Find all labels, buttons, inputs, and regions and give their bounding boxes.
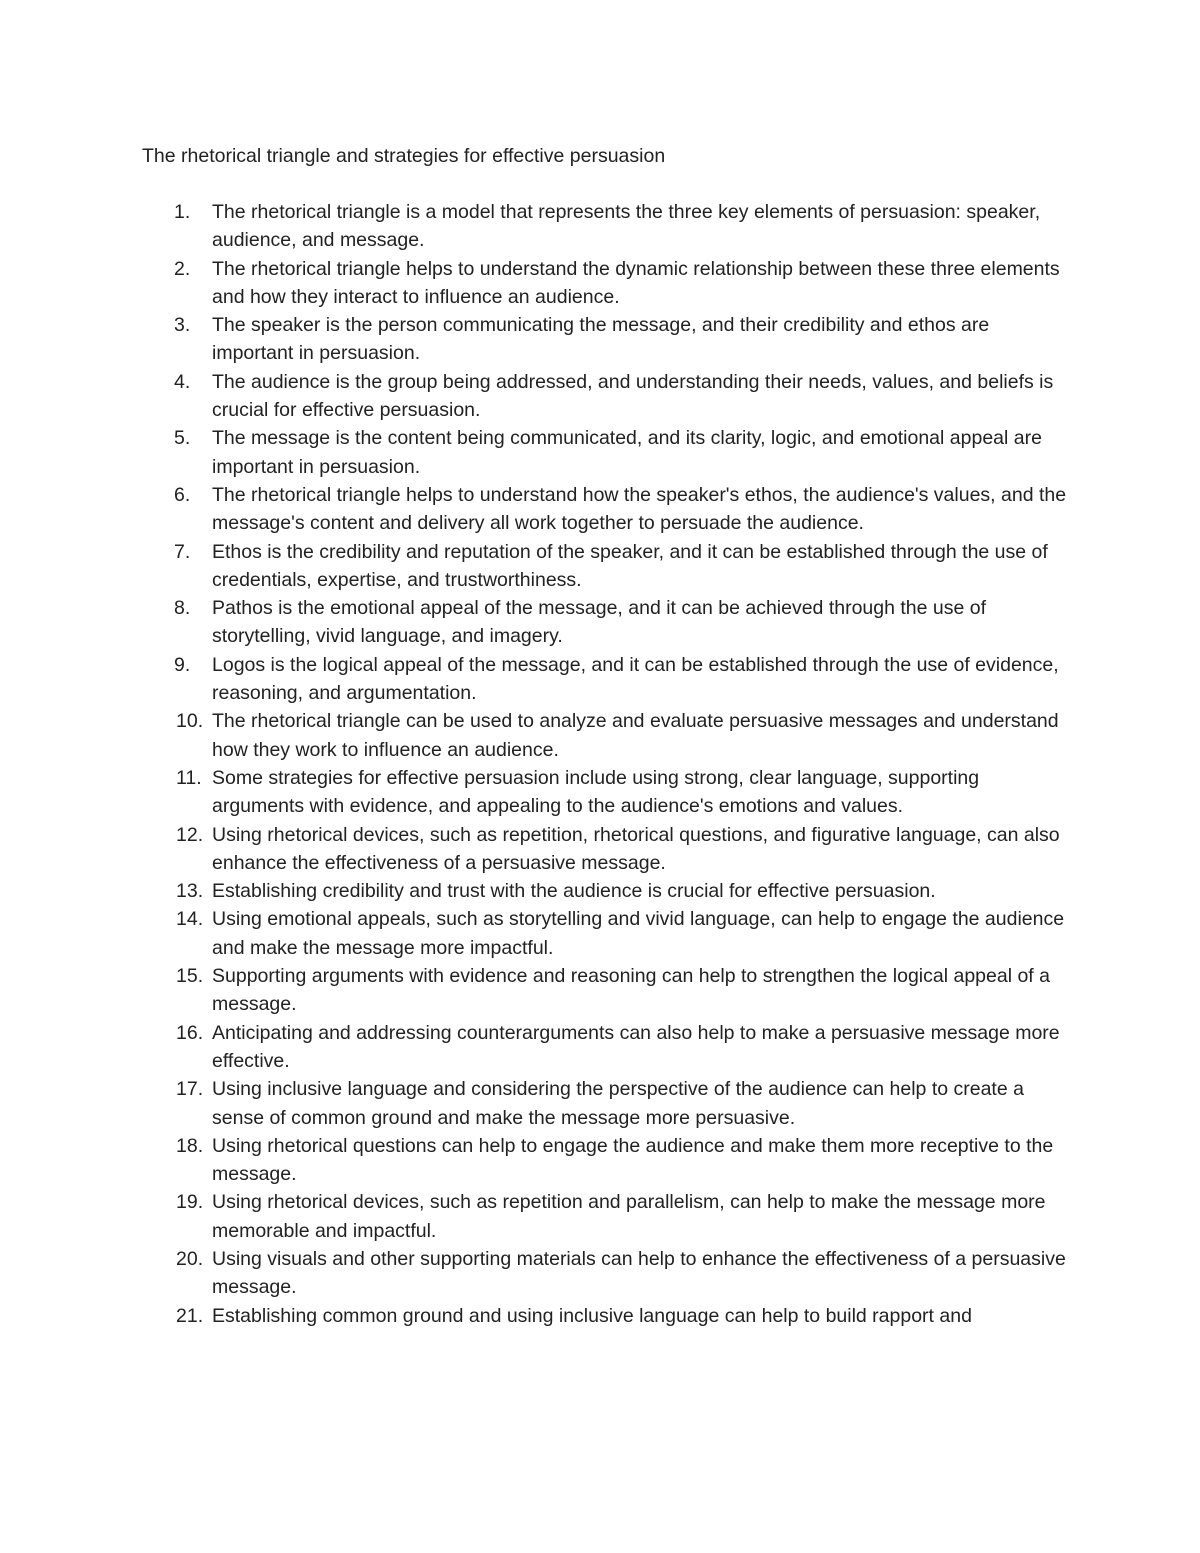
list-item-text: The speaker is the person communicating the message, and their credibility and ethos are important in persuasion. <box>212 314 990 365</box>
list-item-number: 20. <box>176 1247 204 1270</box>
list-item <box>0 1132 1072 1189</box>
list-item-number: 6. <box>174 483 191 506</box>
list-item-number: 10. <box>176 710 204 733</box>
list-item <box>0 1075 1072 1132</box>
list-item-text: Pathos is the emotional appeal of the message, and it can be achieved through the use of storytelling, vivid language, and imagery. <box>212 597 987 648</box>
list-item-number: 11. <box>176 766 202 789</box>
list-item-text: The audience is the group being addressed, and understanding their needs, values, and beliefs is crucial for effective persuasion. <box>212 370 1054 422</box>
list-item-text: The rhetorical triangle helps to understand the dynamic relationship between these three elements and how they interact to influence an audience. <box>212 257 1060 308</box>
list-item <box>0 311 1072 368</box>
list-item-number: 13. <box>176 880 204 903</box>
list-item-text: Establishing common ground and using inclusive language can help to build rapport and <box>212 1304 972 1327</box>
list-item <box>0 198 1072 255</box>
list-item-number: 16. <box>176 1021 204 1044</box>
list-item <box>0 651 1072 708</box>
list-item-number: 5. <box>174 427 191 450</box>
list-item-number: 17. <box>176 1078 204 1101</box>
document-title: The rhetorical triangle and strategies for effective persuasion <box>142 145 666 167</box>
list-item-number: 1. <box>174 201 191 223</box>
list-item <box>0 255 1072 312</box>
list-item-text: Logos is the logical appeal of the message, and it can be established through the use of evidence, reasoning, and argumentation. <box>212 653 1059 705</box>
list-item-number: 2. <box>174 257 191 280</box>
list-item-text: Anticipating and addressing counterarguments can also help to make a persuasive message more effective. <box>212 1021 1060 1072</box>
list-item-text: Supporting arguments with evidence and reasoning can help to strengthen the logical appeal of a message. <box>212 965 1050 1016</box>
list-item <box>0 1245 1072 1302</box>
list-item-number: 7. <box>174 540 191 563</box>
list-item-text: Some strategies for effective persuasion include using strong, clear language, supporting arguments with evidence, and appealing to the audience's emotions and values. <box>212 766 980 818</box>
list-item <box>0 368 1072 425</box>
list-item <box>0 481 1072 538</box>
list-item-text: Establishing credibility and trust with the audience is crucial for effective persuasion. <box>212 880 936 903</box>
list-item-number: 3. <box>174 314 191 337</box>
list-item <box>0 594 1072 651</box>
list-item-text: Using rhetorical devices, such as repetition and parallelism, can help to make the message more memorable and impactful. <box>212 1191 1046 1242</box>
list-item <box>0 424 1072 481</box>
list-item-number: 15. <box>176 965 204 988</box>
numbered-list <box>0 198 1200 1330</box>
list-item-number: 9. <box>174 653 191 676</box>
list-item-text: The rhetorical triangle helps to understand how the speaker's ethos, the audience's values, and the message's content and delivery all work together to persuade the audience. <box>212 483 1067 535</box>
list-item-text: The rhetorical triangle is a model that represents the three key elements of persuasion: speaker, audience, and message. <box>212 201 1041 252</box>
list-item <box>0 821 1072 878</box>
list-item <box>0 538 1072 595</box>
list-item-text: Using rhetorical questions can help to engage the audience and make them more receptive to the message. <box>212 1134 1054 1186</box>
list-item-number: 21. <box>176 1304 204 1327</box>
list-item <box>0 1302 1072 1330</box>
list-item-text: Using inclusive language and considering the perspective of the audience can help to create a sense of common ground and make the message more persuasive. <box>212 1078 1024 1129</box>
list-item-number: 8. <box>174 597 191 620</box>
list-item-number: 14. <box>176 908 204 931</box>
list-item <box>0 764 1072 821</box>
list-item <box>0 1019 1072 1076</box>
list-item-text: The message is the content being communicated, and its clarity, logic, and emotional appeal are important in persuasion. <box>212 427 1042 478</box>
list-item <box>0 962 1072 1019</box>
list-item-text: Using visuals and other supporting materials can help to enhance the effectiveness of a persuasive message. <box>212 1247 1066 1299</box>
list-item <box>0 905 1072 962</box>
list-item-number: 18. <box>176 1134 204 1157</box>
list-item-number: 4. <box>174 370 191 393</box>
list-item-text: Ethos is the credibility and reputation of the speaker, and it can be established through the use of credentials, expertise, and trustworthiness. <box>212 540 1048 591</box>
list-item-text: Using rhetorical devices, such as repetition, rhetorical questions, and figurative language, can also enhance the effectiveness of a persuasive message. <box>212 823 1060 874</box>
list-item <box>0 1188 1072 1245</box>
list-item-number: 19. <box>176 1191 204 1214</box>
list-item <box>0 707 1072 764</box>
list-item-text: The rhetorical triangle can be used to analyze and evaluate persuasive messages and understand how they work to influence an audience. <box>212 710 1059 761</box>
list-item-number: 12. <box>176 823 204 846</box>
list-item <box>0 877 1072 905</box>
list-item-text: Using emotional appeals, such as storytelling and vivid language, can help to engage the audience and make the message more impactful. <box>212 908 1065 959</box>
